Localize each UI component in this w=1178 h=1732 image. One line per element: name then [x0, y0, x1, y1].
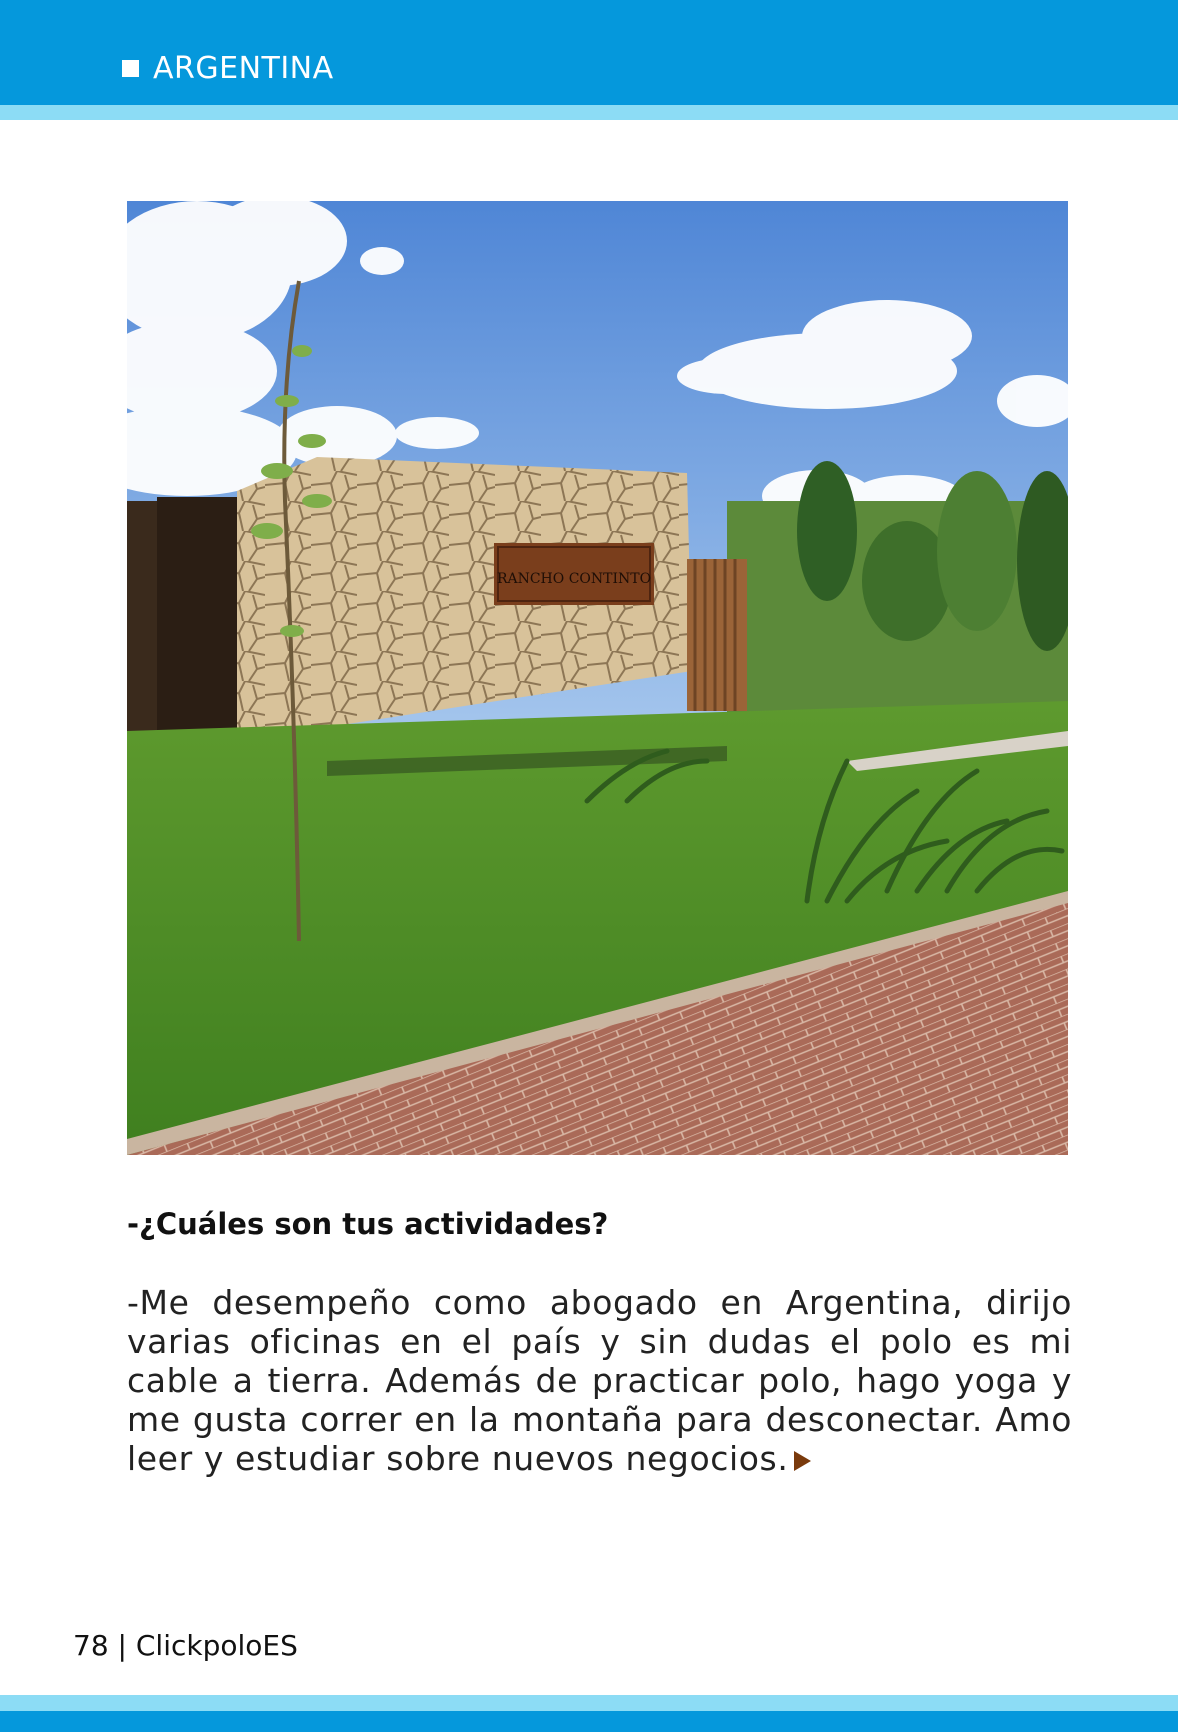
footer-stripe [0, 1695, 1178, 1711]
answer-text: -Me desempeño como abogado en Argentina, dirijo varias oficinas en el país y sin dudas el polo es mi cable a tierra. Además de practicar polo, hago yoga y me gusta correr en la montaña para desconectar. Amo leer y estudiar sobre nuevos negocios. [127, 1283, 1072, 1478]
section-title: ARGENTINA [153, 51, 334, 86]
sign-text: RANCHO CONTINTO [496, 571, 652, 587]
header-stripe [0, 105, 1178, 120]
footer-bar [0, 1711, 1178, 1732]
interview-question: -¿Cuáles son tus actividades? [127, 1207, 609, 1241]
rancho-entrance-photo [127, 201, 1068, 1155]
triangle-right-icon [794, 1451, 811, 1471]
page-footer: 78 | ClickpoloES [73, 1629, 298, 1662]
interview-answer [127, 1283, 1072, 1478]
square-bullet-icon [122, 60, 139, 77]
